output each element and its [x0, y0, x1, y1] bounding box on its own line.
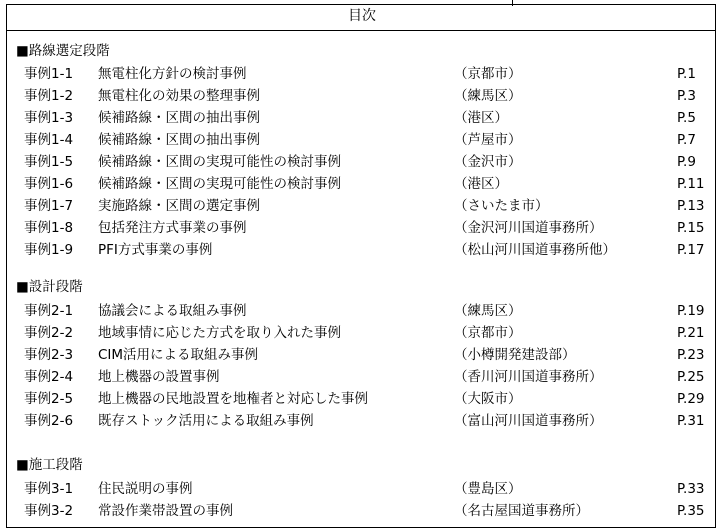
entry-location: （港区）: [454, 110, 508, 126]
entry-location: （金沢河川国道事務所）: [454, 220, 603, 236]
entry-id: 事例2-1: [24, 303, 74, 319]
section-heading: ■施工段階: [16, 457, 83, 473]
entry-id: 事例1-2: [24, 88, 74, 104]
toc-entry: [0, 501, 724, 521]
toc-entry: [0, 323, 724, 343]
entry-id: 事例2-5: [24, 391, 74, 407]
entry-id: 事例1-4: [24, 132, 74, 148]
entry-id: 事例1-3: [24, 110, 74, 126]
top-divider-mark: [512, 0, 513, 6]
entry-title: 住民説明の事例: [98, 481, 193, 497]
toc-entry: [0, 196, 724, 216]
toc-entry: [0, 389, 724, 409]
toc-entry: [0, 367, 724, 387]
entry-title: 包括発注方式事業の事例: [98, 220, 247, 236]
entry-page: P.33: [677, 481, 705, 497]
entry-location: （名古屋国道事務所）: [454, 503, 589, 519]
entry-location: （大阪市）: [454, 391, 522, 407]
entry-page: P.29: [677, 391, 705, 407]
entry-page: P.17: [677, 242, 705, 258]
entry-title: 実施路線・区間の選定事例: [98, 198, 260, 214]
toc-entry: [0, 64, 724, 84]
entry-location: （練馬区）: [454, 303, 522, 319]
entry-id: 事例1-9: [24, 242, 74, 258]
entry-title: 協議会による取組み事例: [98, 303, 247, 319]
entry-title: 候補路線・区間の抽出事例: [98, 110, 260, 126]
entry-location: （京都市）: [454, 325, 522, 341]
entry-title: CIM活用による取組み事例: [98, 347, 259, 363]
toc-entry: [0, 479, 724, 499]
entry-title: 地上機器の設置事例: [98, 369, 220, 385]
entry-id: 事例2-2: [24, 325, 74, 341]
entry-id: 事例3-2: [24, 503, 74, 519]
entry-title: 常設作業帯設置の事例: [98, 503, 233, 519]
entry-title: 無電柱化の効果の整理事例: [98, 88, 260, 104]
entry-location: （練馬区）: [454, 88, 522, 104]
entry-page: P.15: [677, 220, 705, 236]
entry-title: 地域事情に応じた方式を取り入れた事例: [98, 325, 341, 341]
entry-title: 候補路線・区間の抽出事例: [98, 132, 260, 148]
entry-id: 事例2-3: [24, 347, 74, 363]
entry-title: 既存ストック活用による取組み事例: [98, 413, 314, 429]
entry-id: 事例2-4: [24, 369, 74, 385]
title-rule: [6, 30, 716, 31]
entry-page: P.25: [677, 369, 705, 385]
entry-location: （香川河川国道事務所）: [454, 369, 603, 385]
section-heading: ■路線選定段階: [16, 43, 110, 59]
toc-entry: [0, 152, 724, 172]
entry-page: P.3: [677, 88, 696, 104]
entry-page: P.23: [677, 347, 705, 363]
toc-entry: [0, 345, 724, 365]
toc-entry: [0, 218, 724, 238]
entry-page: P.7: [677, 132, 696, 148]
entry-page: P.31: [677, 413, 705, 429]
toc-entry: [0, 174, 724, 194]
entry-page: P.13: [677, 198, 705, 214]
entry-location: （京都市）: [454, 66, 522, 82]
entry-location: （芦屋市）: [454, 132, 522, 148]
entry-location: （富山河川国道事務所）: [454, 413, 603, 429]
toc-entry: [0, 108, 724, 128]
toc-entry: [0, 130, 724, 150]
entry-id: 事例1-6: [24, 176, 74, 192]
entry-title: 地上機器の民地設置を地権者と対応した事例: [98, 391, 368, 407]
entry-page: P.11: [677, 176, 705, 192]
entry-location: （金沢市）: [454, 154, 522, 170]
entry-location: （港区）: [454, 176, 508, 192]
entry-page: P.35: [677, 503, 705, 519]
entry-page: P.5: [677, 110, 696, 126]
entry-location: （さいたま市）: [454, 198, 549, 214]
entry-id: 事例1-8: [24, 220, 74, 236]
toc-entry: [0, 240, 724, 260]
toc-entry: [0, 411, 724, 431]
entry-id: 事例3-1: [24, 481, 74, 497]
entry-id: 事例2-6: [24, 413, 74, 429]
entry-location: （豊島区）: [454, 481, 522, 497]
entry-location: （松山河川国道事務所他）: [454, 242, 616, 258]
entry-title: 候補路線・区間の実現可能性の検討事例: [98, 176, 341, 192]
entry-id: 事例1-5: [24, 154, 74, 170]
entry-page: P.1: [677, 66, 696, 82]
entry-id: 事例1-7: [24, 198, 74, 214]
section-heading: ■設計段階: [16, 279, 83, 295]
toc-entry: [0, 86, 724, 106]
entry-page: P.21: [677, 325, 705, 341]
entry-id: 事例1-1: [24, 66, 74, 82]
entry-location: （小樽開発建設部）: [454, 347, 576, 363]
toc-entry: [0, 301, 724, 321]
entry-title: 候補路線・区間の実現可能性の検討事例: [98, 154, 341, 170]
entry-page: P.9: [677, 154, 696, 170]
entry-title: PFI方式事業の事例: [98, 242, 213, 258]
entry-title: 無電柱化方針の検討事例: [98, 66, 247, 82]
entry-page: P.19: [677, 303, 705, 319]
page-title: 目次: [348, 8, 376, 24]
